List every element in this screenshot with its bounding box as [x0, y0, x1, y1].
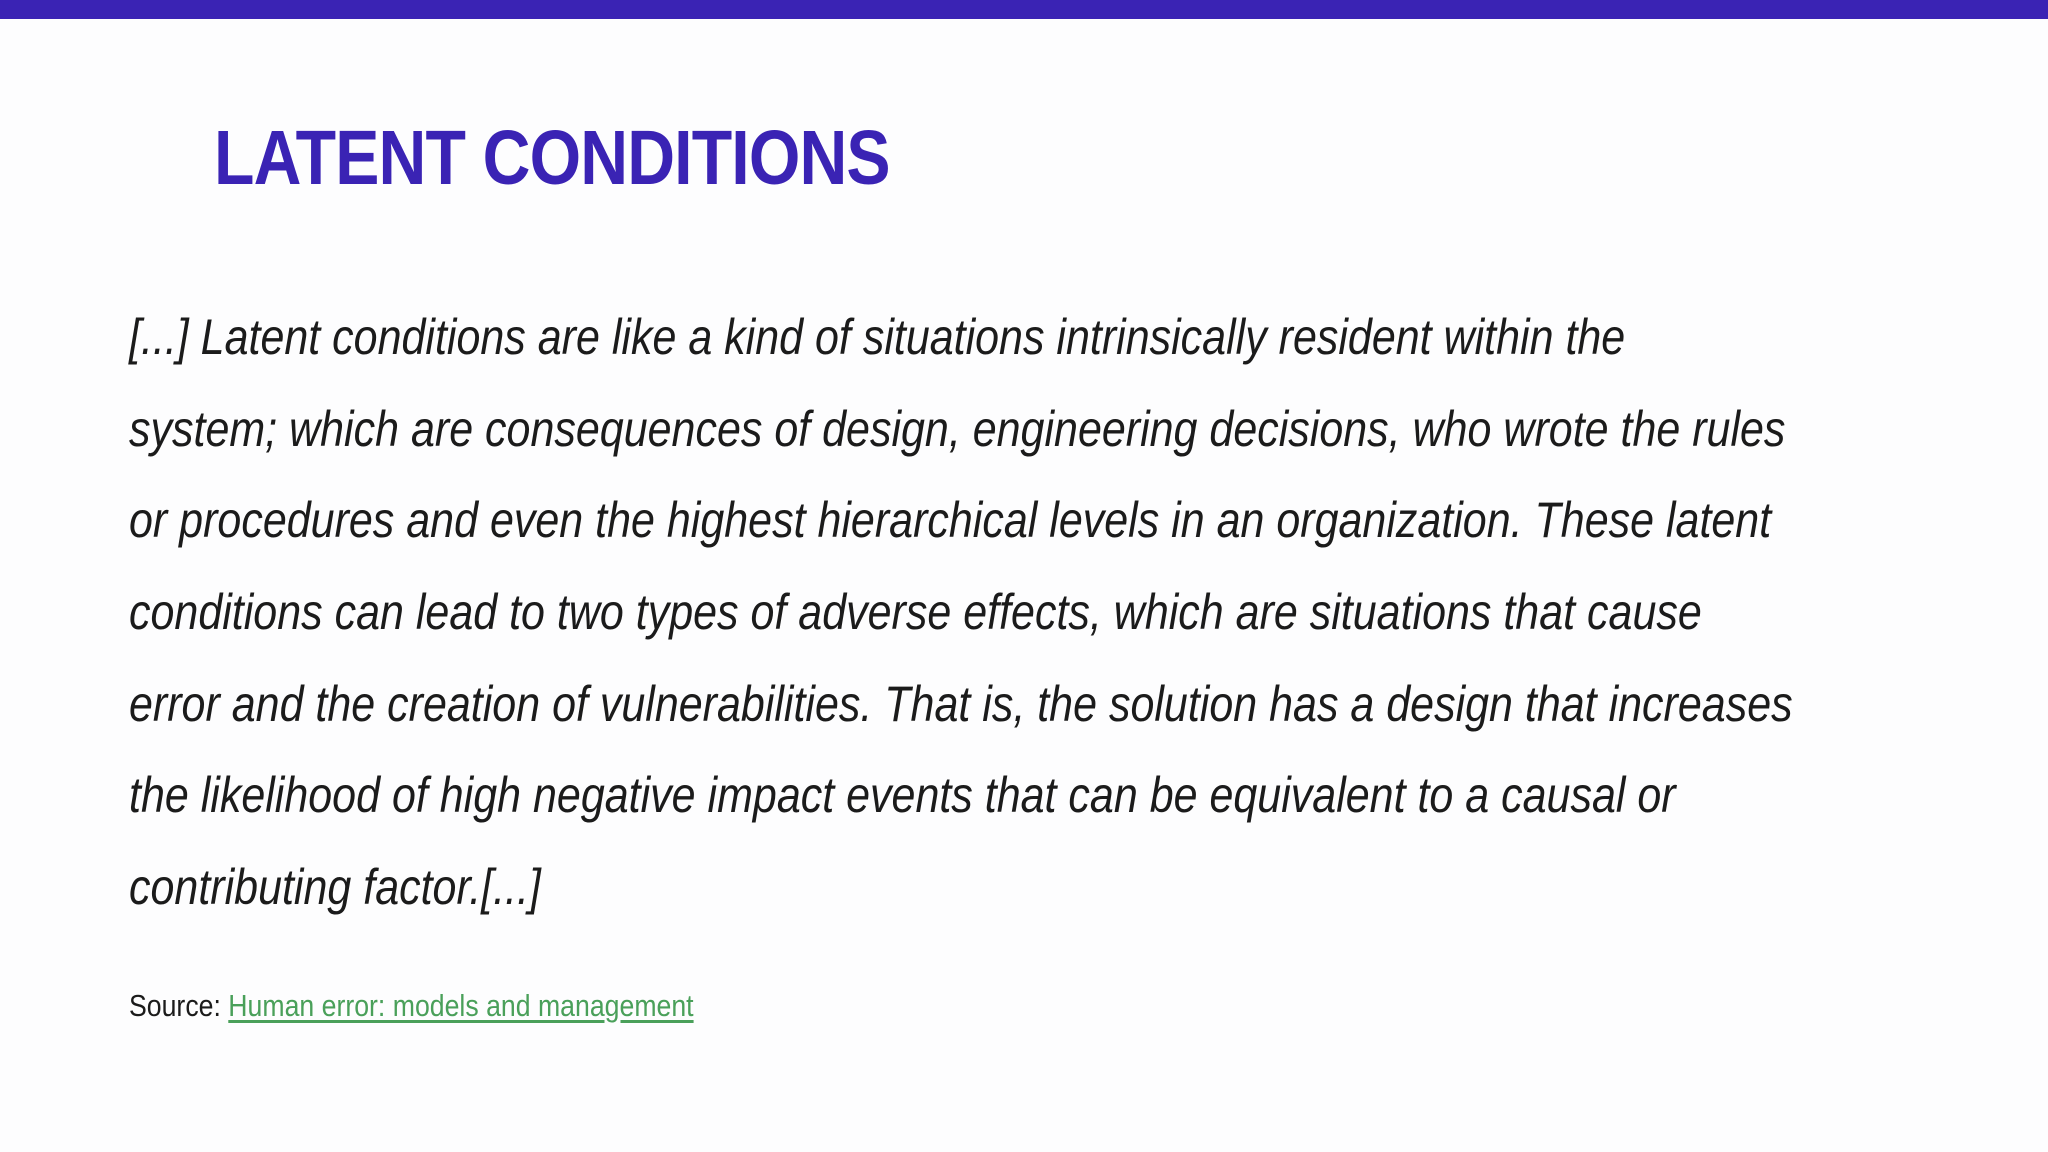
- quote-line: error and the creation of vulnerabilities. That is, the solution has a design that increases: [129, 675, 1793, 732]
- top-accent-bar: [0, 0, 2048, 19]
- quote-line: the likelihood of high negative impact events that can be equivalent to a causal or: [129, 767, 1676, 824]
- source-label: Source:: [129, 988, 229, 1023]
- source-link[interactable]: Human error: models and management: [228, 988, 694, 1023]
- quote-line: system; which are consequences of design, engineering decisions, who wrote the rules: [129, 400, 1786, 457]
- quote-line: [...] Latent conditions are like a kind of situations intrinsically resident within the: [129, 309, 1626, 365]
- slide-title: LATENT CONDITIONS: [214, 115, 890, 201]
- source-citation: [129, 986, 694, 1026]
- quote-line: contributing factor.[...]: [129, 859, 541, 916]
- quote-line: conditions can lead to two types of adverse effects, which are situations that cause: [129, 584, 1702, 641]
- quote-line: or procedures and even the highest hierarchical levels in an organization. These latent: [129, 492, 1772, 549]
- quote-block: [129, 292, 1929, 934]
